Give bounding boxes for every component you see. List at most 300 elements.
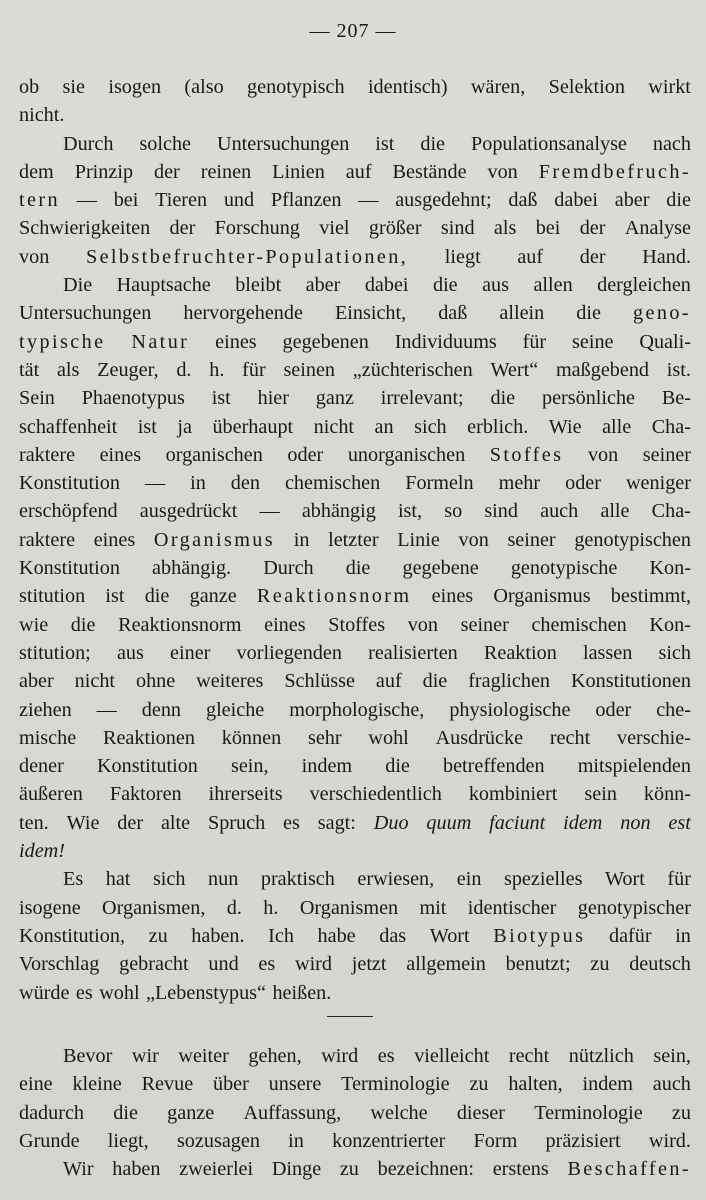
word: ja [177, 415, 192, 438]
word: genotypisch [247, 76, 345, 98]
word: Vorschlag [19, 953, 100, 976]
word: physiologische [449, 698, 571, 721]
word: (also [184, 76, 224, 98]
word: Wir [63, 1158, 94, 1181]
word: wird. [648, 1129, 691, 1152]
text-line [19, 894, 691, 922]
word: als [493, 217, 517, 240]
text-line [19, 441, 691, 469]
word: weniger [625, 472, 691, 495]
word: idem [563, 811, 603, 834]
word: gleiche [205, 698, 265, 721]
word: alle [602, 415, 632, 438]
word: von [487, 160, 518, 183]
word: Ich [268, 924, 294, 947]
word: erschöpfend [19, 500, 118, 523]
word: eines [431, 585, 474, 608]
word: Hand. [642, 245, 691, 268]
text-line [19, 1099, 691, 1127]
word: benutzt; [505, 953, 571, 976]
word: von [407, 613, 438, 636]
text-line [19, 214, 691, 242]
word: bestimmt, [610, 585, 691, 608]
word: gebracht [119, 953, 189, 976]
text-line [19, 243, 691, 271]
word: Natur [131, 330, 190, 353]
word: die [420, 132, 446, 155]
text-line [19, 73, 691, 101]
text-line [19, 130, 691, 158]
word: halten, [508, 1073, 563, 1096]
word: allgemein [406, 953, 486, 976]
word: vielleicht [414, 1045, 490, 1067]
word: d. [176, 358, 192, 381]
word: welche [370, 1101, 428, 1124]
word: Konstitution [19, 557, 120, 580]
word: ganze [167, 1101, 215, 1124]
text-line [19, 356, 691, 384]
word: Sein [19, 387, 55, 410]
word: auf [375, 670, 402, 693]
word: der [169, 217, 196, 240]
word: ten. [19, 811, 49, 834]
word: gehen, [248, 1045, 302, 1067]
word: ziehen [19, 698, 72, 721]
word: irrelevant; [380, 387, 464, 410]
word: von [458, 528, 489, 551]
word: letzter [328, 528, 379, 551]
word: die [666, 189, 691, 212]
word: dieser [456, 1101, 506, 1124]
word: der [579, 217, 606, 240]
text-line [19, 979, 691, 1007]
word: Durch [63, 132, 114, 155]
word: würde [19, 981, 70, 1004]
word: spezielles [503, 868, 583, 891]
word: als [56, 358, 80, 381]
word: hat [105, 868, 131, 891]
word: Wort [605, 868, 645, 891]
word: geno- [632, 302, 691, 325]
word: stitution [19, 585, 86, 608]
word: für [522, 330, 547, 353]
word: seiner [460, 613, 509, 636]
word: die [490, 387, 516, 410]
word: es [258, 953, 276, 976]
word: wir [131, 1045, 159, 1067]
word: organischen [165, 443, 263, 466]
word: so [444, 500, 463, 523]
word: überhaupt [212, 415, 294, 438]
text-line [19, 101, 691, 129]
word: non [620, 811, 651, 834]
word: es [283, 811, 300, 834]
word: Konstitutionen [570, 670, 691, 693]
word: hervorgehende [183, 302, 303, 325]
word: verschie- [616, 726, 691, 749]
word: kleine [72, 1073, 122, 1096]
word: indem [582, 1073, 633, 1096]
word: eine [19, 1073, 53, 1096]
word: Terminologie [341, 1073, 450, 1096]
text-line [19, 1155, 691, 1183]
word: recht [549, 726, 591, 749]
word: Schlüsse [284, 670, 355, 693]
text-line [19, 271, 691, 299]
word: Wie [548, 415, 582, 438]
word: genotypischer [577, 896, 691, 919]
word: allein [499, 302, 545, 325]
word: in [288, 1129, 304, 1152]
word: nach [652, 132, 691, 155]
word: idem! [19, 840, 65, 863]
text-line [19, 696, 691, 724]
word: die [70, 613, 96, 636]
word: denn [141, 698, 182, 721]
word: Tieren [155, 189, 208, 212]
word: oder [287, 443, 324, 466]
word: dergleichen [597, 274, 691, 297]
word: Cha- [651, 415, 691, 438]
word: bei [113, 189, 139, 212]
word: zu [148, 924, 168, 947]
word: Reaktionen [102, 726, 195, 749]
word: mitspielenden [577, 755, 691, 778]
text-line [19, 469, 691, 497]
word: könn- [643, 783, 691, 806]
text-line [19, 582, 691, 610]
word: morphologische, [289, 698, 425, 721]
word: ob [19, 76, 40, 98]
word: Quali- [639, 330, 691, 353]
word: realisierten [368, 641, 458, 664]
word: sich [658, 641, 691, 664]
word: Organismus [493, 585, 591, 608]
word: Konstitution [19, 472, 120, 495]
word: haben [112, 1158, 161, 1181]
word: sein, [653, 1045, 691, 1067]
word: „züchterischen [352, 358, 473, 381]
word: für [242, 358, 266, 381]
word: ist [375, 132, 395, 155]
word: der [579, 245, 606, 268]
text-line [19, 950, 691, 978]
word: mehr [498, 472, 541, 495]
word: Biotypus [493, 924, 586, 947]
word: solche [139, 132, 192, 155]
word: maßgebend [555, 358, 650, 381]
word: genotypische [510, 557, 618, 580]
word: präzisiert [545, 1129, 621, 1152]
word: allen [533, 274, 573, 297]
word: Cha- [651, 500, 691, 523]
word: eines [215, 330, 257, 353]
word: hier [257, 387, 289, 410]
word: eines [264, 613, 306, 636]
word: auch [540, 500, 579, 523]
word: ganze [189, 585, 237, 608]
word: Untersuchungen [217, 132, 350, 155]
word: Hauptsache [116, 274, 211, 297]
word: aber [614, 189, 650, 212]
word: nicht. [19, 104, 65, 127]
word: können [221, 726, 282, 749]
word: Selbstbefruchter-Populationen, [85, 245, 409, 268]
word: Durch [263, 557, 314, 580]
word: abhängig [301, 500, 376, 523]
word: sind [440, 217, 475, 240]
word: isogene [19, 896, 81, 919]
word: — [358, 189, 379, 212]
word: recht [508, 1045, 550, 1067]
word: zu [469, 1073, 489, 1096]
word: Populationsanalyse [471, 132, 627, 155]
word: sind [484, 500, 518, 523]
word: — [259, 500, 280, 523]
word: seine [572, 330, 614, 353]
word: ist [137, 415, 157, 438]
word: praktisch [260, 868, 335, 891]
word: Phaenotypus [81, 387, 185, 410]
word: alte [160, 811, 191, 834]
word: dener [19, 755, 64, 778]
page-number-header: — 207 — [309, 20, 397, 42]
word: die [432, 274, 458, 297]
word: Bevor [63, 1045, 113, 1067]
word: wird [321, 1045, 359, 1067]
word: est [668, 811, 691, 834]
word: raktere [19, 443, 76, 466]
word: Untersuchungen [19, 302, 152, 325]
word: Linien [272, 160, 325, 183]
word: habe [317, 924, 356, 947]
word: bezeichnen: [377, 1158, 474, 1181]
word: Wort [429, 924, 470, 947]
word: mit [419, 896, 447, 919]
word: Form [473, 1129, 518, 1152]
word: persönliche [541, 387, 636, 410]
word: Revue [141, 1073, 194, 1096]
word: sagt: [317, 811, 356, 834]
word: Auffassung, [243, 1101, 342, 1124]
word: das [379, 924, 407, 947]
word: den [230, 472, 260, 495]
word: abhängig. [152, 557, 232, 580]
word: von [587, 443, 619, 466]
text-line [19, 724, 691, 752]
word: und [208, 953, 239, 976]
word: daß [508, 189, 538, 212]
word: von [19, 245, 50, 268]
word: Duo [373, 811, 409, 834]
word: chemischen [531, 613, 627, 636]
word: stitution; [19, 641, 91, 664]
word: eines [99, 443, 142, 466]
word: Wie [66, 811, 100, 834]
word: Die [63, 274, 93, 297]
word: wären, [470, 76, 526, 98]
word: ist [211, 387, 231, 410]
word: d. [226, 896, 242, 919]
word: Formeln [405, 472, 474, 495]
word: — [76, 189, 97, 212]
word: Kon- [649, 613, 691, 636]
word: erwiesen, [357, 868, 435, 891]
word: es [75, 981, 93, 1004]
word: wohl [368, 726, 409, 749]
word: die [144, 585, 170, 608]
word: raktere [19, 528, 76, 551]
text-block-continuation [19, 1042, 691, 1183]
word: erstens [492, 1158, 549, 1181]
word: weiteres [196, 670, 264, 693]
word: sich [414, 415, 447, 438]
word: verschiedentlich [309, 783, 442, 806]
word: Prinzip [74, 160, 134, 183]
word: sich [152, 868, 186, 891]
word: für [667, 868, 691, 891]
word: tern [19, 189, 60, 212]
text-line [19, 611, 691, 639]
text-line [19, 639, 691, 667]
word: zweierlei [179, 1158, 254, 1181]
word: Es [63, 868, 84, 891]
word: mische [19, 726, 77, 749]
word: auf [345, 160, 372, 183]
word: bleibt [235, 274, 282, 297]
text-line [19, 1127, 691, 1155]
word: sein, [230, 755, 269, 778]
word: die [113, 1101, 138, 1124]
word: liegt, [107, 1129, 149, 1152]
word: nicht [74, 670, 116, 693]
text-line [19, 865, 691, 893]
word: wohl [99, 981, 140, 1004]
word: gegebenen [282, 330, 369, 353]
word: Dinge [271, 1158, 322, 1181]
word: unsere [268, 1073, 322, 1096]
word: isogen [108, 76, 162, 98]
text-line [19, 780, 691, 808]
word: alle [600, 500, 630, 523]
word: h. [209, 358, 225, 381]
word: h. [263, 896, 279, 919]
word: Wert“ [490, 358, 539, 381]
text-line [19, 526, 691, 554]
word: Forschung [214, 217, 300, 240]
text-line [19, 1042, 691, 1070]
word: die [345, 557, 371, 580]
word: sie [62, 76, 85, 98]
word: identisch) [367, 76, 448, 98]
word: auch [652, 1073, 691, 1096]
text-line [19, 1070, 691, 1098]
word: dafür [609, 924, 652, 947]
text-line [19, 186, 691, 214]
word: genotypischen [574, 528, 691, 551]
word: ist [105, 585, 125, 608]
text-line [19, 752, 691, 780]
text-line [19, 837, 691, 865]
text-line [19, 158, 691, 186]
word: der [117, 811, 144, 834]
word: Pflanzen [270, 189, 342, 212]
word: und [223, 189, 255, 212]
word: Analyse [624, 217, 691, 240]
text-line [19, 667, 691, 695]
word: Terminologie [534, 1101, 643, 1124]
word: jetzt [351, 953, 387, 976]
word: die [385, 755, 410, 778]
word: „Lebenstypus“ [146, 981, 266, 1004]
word: auf [517, 245, 544, 268]
word: viel [319, 217, 350, 240]
word: Grunde [19, 1129, 80, 1152]
text-line [19, 922, 691, 950]
word: Be- [661, 387, 691, 410]
word: wie [19, 613, 49, 636]
word: aber [305, 274, 341, 297]
word: ist, [397, 500, 423, 523]
word: in [675, 924, 691, 947]
word: kombiniert [468, 783, 558, 806]
text-line [19, 554, 691, 582]
word: ist. [666, 358, 691, 381]
word: aus [482, 274, 509, 297]
word: lassen [582, 641, 633, 664]
word: die [576, 302, 601, 325]
word: liegt [444, 245, 481, 268]
word: Zeuger, [97, 358, 159, 381]
text-line [19, 497, 691, 525]
word: ein [456, 868, 482, 891]
word: es [377, 1045, 395, 1067]
word: ausgedrückt [139, 500, 238, 523]
word: gegebene [402, 557, 479, 580]
word: aber [19, 670, 54, 693]
word: ganz [315, 387, 354, 410]
word: oder [595, 698, 632, 721]
word: faciunt [489, 811, 546, 834]
word: einer [170, 641, 211, 664]
word: Schwierigkeiten [19, 217, 151, 240]
word: nun [208, 868, 239, 891]
word: Reaktion [483, 641, 557, 664]
word: seiner [507, 528, 556, 551]
word: oder [565, 472, 601, 495]
word: chemischen [284, 472, 381, 495]
word: Individuums [394, 330, 497, 353]
word: Fremdbefruch- [538, 160, 691, 183]
word: Spruch [207, 811, 266, 834]
word: nützlich [568, 1045, 634, 1067]
word: größer [368, 217, 422, 240]
word: dabei [554, 189, 598, 212]
word: dem [19, 160, 54, 183]
word: dabei [364, 274, 409, 297]
word: erblich. [467, 415, 529, 438]
text-line [19, 384, 691, 412]
text-line [19, 809, 691, 837]
word: wird [294, 953, 332, 976]
word: haben. [191, 924, 245, 947]
word: heißen. [272, 981, 332, 1004]
word: ihrerseits [208, 783, 283, 806]
word: Stoffes [328, 613, 386, 636]
word: seiner [642, 443, 691, 466]
word: deutsch [629, 953, 691, 976]
word: Organismen, [102, 896, 206, 919]
